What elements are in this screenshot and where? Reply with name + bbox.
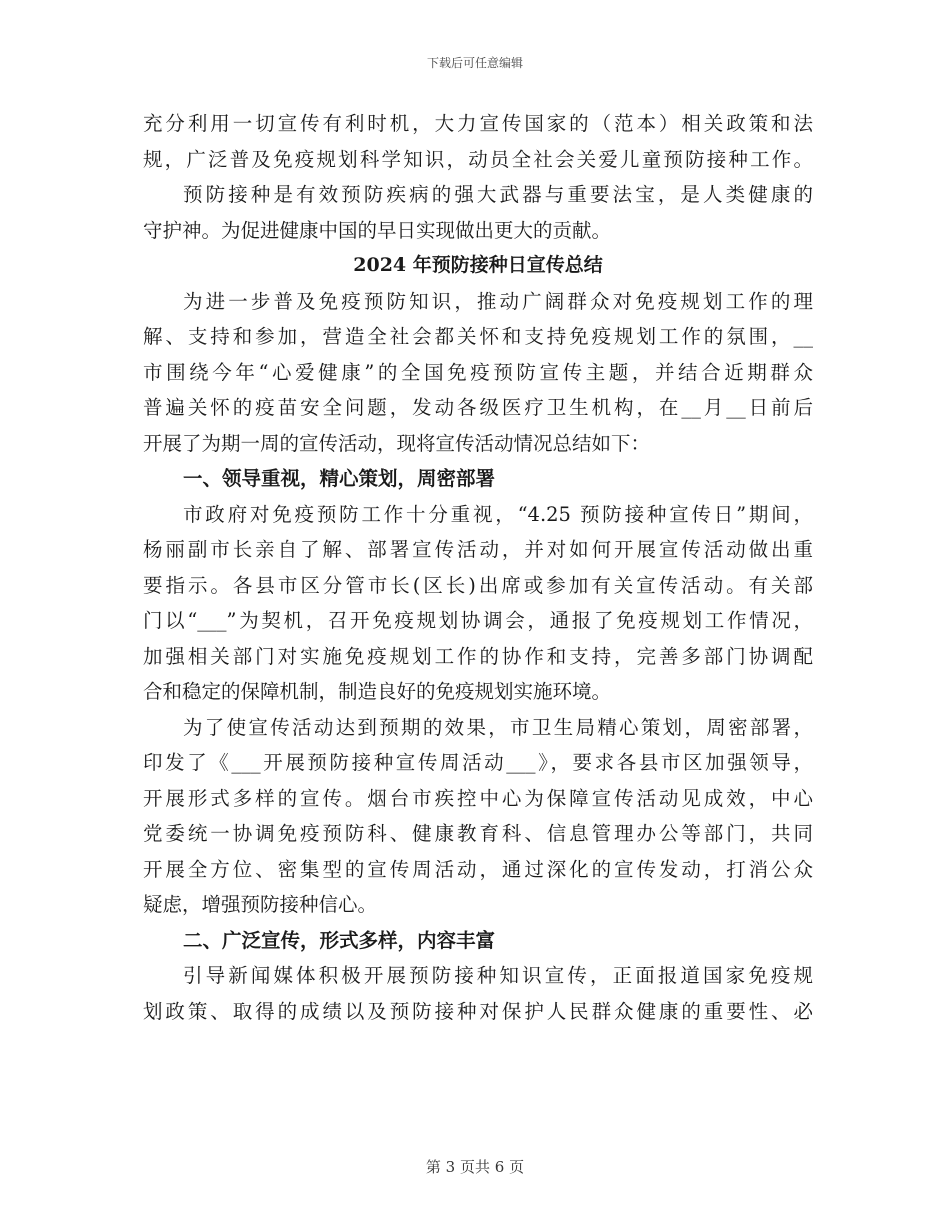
paragraph-start-line: 为进一步普及免疫预防知识，推动广阔群众对免疫规划工作的理: [183, 289, 813, 313]
body-line: 守护神。为促进健康中国的早日实现做出更大的贡献。: [143, 218, 612, 242]
body-line: 划政策、取得的成绩以及预防接种对保护人民群众健康的重要性、必: [143, 999, 813, 1023]
body-line: 印发了《___开展预防接种宣传周活动___》，要求各县市区加强领导，: [143, 751, 813, 774]
body-line: 开展形式多样的宣传。烟台市疾控中心为保障宣传活动见成效，中心: [143, 786, 813, 810]
paragraph-start-line: 为了使宣传活动达到预期的效果，市卫生局精心策划，周密部署，: [183, 715, 813, 739]
body-line: 加强相关部门对实施免疫规划工作的协作和支持，完善多部门协调配: [143, 644, 813, 668]
document-body: [143, 106, 813, 1029]
body-line: 杨丽副市长亲自了解、部署宣传活动，并对如何开展宣传活动做出重: [143, 538, 813, 561]
body-line: 解、支持和参加，营造全社会都关怀和支持免疫规划工作的氛围，__: [143, 325, 813, 348]
body-line: 党委统一协调免疫预防科、健康教育科、信息管理办公等部门，共同: [143, 822, 813, 845]
body-line: 充分利用一切宣传有利时机，大力宣传国家的（范本）相关政策和法: [143, 112, 813, 135]
body-line: 要指示。各县市区分管市长(区长)出席或参加有关宣传活动。有关部: [143, 573, 813, 597]
body-line: 开展了为期一周的宣传活动，现将宣传活动情况总结如下：: [143, 431, 651, 455]
page-header: 下载后可任意编辑: [426, 56, 523, 70]
subheading-2: 二、广泛宣传，形式多样，内容丰富: [183, 928, 496, 952]
body-line: 开展全方位、密集型的宣传周活动，通过深化的宣传发动，打消公众: [143, 857, 813, 881]
body-line: 疑虑，增强预防接种信心。: [143, 893, 378, 916]
subheading-1: 一、领导重视，精心策划，周密部署: [183, 467, 496, 490]
paragraph-start-line: 预防接种是有效预防疾病的强大武器与重要法宝，是人类健康的: [183, 183, 813, 206]
body-line: 规，广泛普及免疫规划科学知识，动员全社会关爱儿童预防接种工作。: [143, 147, 813, 171]
section-title: 2024 年预防接种日宣传总结: [353, 254, 603, 276]
body-line: 普遍关怀的疫苗安全问题，发动各级医疗卫生机构，在__月__日前后: [143, 396, 813, 419]
body-line: 市围绕今年“心爱健康”的全国免疫预防宣传主题，并结合近期群众: [143, 360, 813, 384]
page-footer: 第 3 页共 6 页: [425, 1158, 525, 1176]
paragraph-start-line: 市政府对免疫预防工作十分重视，“4.25 预防接种宣传日”期间，: [183, 502, 813, 526]
paragraph-start-line: 引导新闻媒体积极开展预防接种知识宣传，正面报道国家免疫规: [183, 964, 813, 987]
body-line: 合和稳定的保障机制，制造良好的免疫规划实施环境。: [143, 680, 612, 703]
body-line: 门以“___”为契机，召开免疫规划协调会，通报了免疫规划工作情况，: [143, 609, 813, 632]
